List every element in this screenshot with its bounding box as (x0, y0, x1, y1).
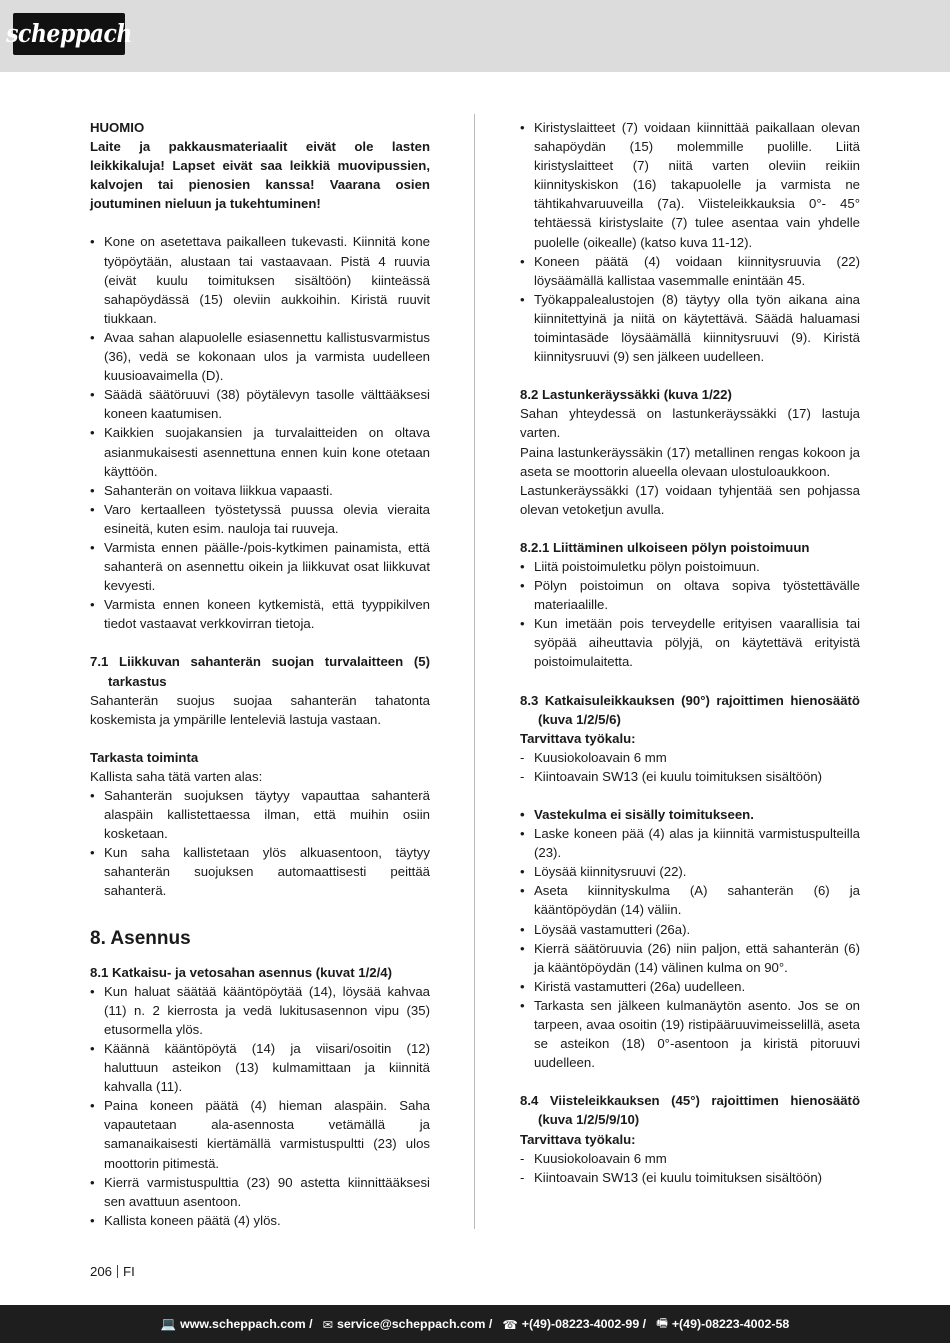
list-item: • Varmista ennen koneen kytkemistä, että tyyppikilven tiedot vastaavat verkkovirran tietoja. (90, 595, 430, 633)
list-item: • Vastekulma ei sisälly toimitukseen. (520, 805, 860, 824)
list-item: • Kun saha kallistetaan ylös alkuasentoon, täytyy sahanterän suojuksen automaattisesti peittää sahanterä. (90, 843, 430, 900)
section-8-2-text: Lastunkeräyssäkki (17) voidaan tyhjentää sen pohjassa olevan vetoketjun avulla. (520, 482, 860, 517)
left-column (90, 118, 430, 1230)
list-item: • Avaa sahan alapuolelle esiasennettu kallistusvarmistus (36), vedä se kokonaan ulos ja varmista uudelleen kuusioavaimella (D). (90, 328, 430, 385)
list-item: • Kiristä vastamutteri (26a) uudelleen. (520, 977, 860, 996)
list-item: • Pölyn poistoimun on oltava sopiva työstettävälle materiaalille. (520, 576, 860, 614)
list-item: • Paina koneen päätä (4) hieman alaspäin. Saha vapautetaan ala-asennosta vetämällä ja samanaikaisesti kiertämällä varmistuspultti (23) ulos moottorin pitimestä. (90, 1096, 430, 1172)
section-8-2-1-title: 8.2.1 Liittäminen ulkoiseen pölyn poistoimuun (520, 539, 810, 555)
right-column (520, 118, 860, 1187)
section-8-title: 8. Asennus (90, 927, 191, 949)
list-item: • Sahanterän suojuksen täytyy vapauttaa sahanterä alaspäin kallistettaessa ilman, että muihin osiin kosketaan. (90, 786, 430, 843)
column-divider (474, 114, 475, 1229)
phone-icon: ☎ (502, 1317, 518, 1332)
logo-text: scheppach (6, 19, 132, 49)
list-item: • Työkappalealustojen (8) täytyy olla työn aikana aina kiinnitettyinä ja niitä on käytettävä. Säädä haluamasi toimintasäde löysäämällä kiinnitysruuvi (9). Kiristä kiinnitysruuvi (9) sen jälkeen uudelleen. (520, 290, 860, 366)
list-item: • Kierrä varmistuspulttia (23) 90 astetta kiinnittääksesi sen avattuun asentoon. (90, 1173, 430, 1211)
header-band (0, 0, 950, 72)
mail-icon: ✉ (322, 1317, 333, 1332)
list-item: • Säädä säätöruuvi (38) pöytälevyn tasolle välttääksesi koneen kaatumisen. (90, 385, 430, 423)
list-item: • Kiristyslaitteet (7) voidaan kiinnittää paikallaan olevan sahapöydän (15) molemmille puolille. Liitä kiristyslaitteet (7) niitä varten oleviin reikiin kiinnityskiskon (16) takapuolelle ja varmista ne tähtikahvaruuveilla (7a). Viisteleikkauksia 0°- 45° tehtäessä kiristyslaite (7) tulee asentaa vain yhdelle puolelle (oikealle) (katso kuva 11-12). (520, 118, 860, 252)
list-item: • Aseta kiinnityskulma (A) sahanterän (6) ja kääntöpöydän (14) väliin. (520, 881, 860, 919)
fax-icon: 🖷 (656, 1315, 668, 1330)
footer-fax: +(49)-08223-4002-58 (671, 1317, 790, 1331)
check-list (90, 786, 430, 901)
page-number-value: 206 (90, 1264, 113, 1279)
section-8-2-1-list (520, 557, 860, 672)
section-8-4-title: 8.4 Viisteleikkauksen (45°) rajoittimen hienosäätö (kuva 1/2/5/9/10) (520, 1093, 860, 1128)
section-8-3-list (520, 824, 860, 1072)
list-item: • Kun imetään pois terveydelle erityisen vaarallisia tai syöpää aiheuttavia pölyjä, on käytettävä erityistä poistoimulaitetta. (520, 614, 860, 671)
list-item: - Kuusiokoloavain 6 mm (520, 1149, 860, 1168)
section-7-1-text: Sahanterän suojus suojaa sahanterän tahatonta koskemista ja ympärille lenteleviä lastuja vastaan. (90, 692, 430, 727)
list-item: - Kiintoavain SW13 (ei kuulu toimituksen sisältöön) (520, 767, 860, 786)
footer-website[interactable]: www.scheppach.com / (180, 1317, 313, 1331)
list-item: - Kiintoavain SW13 (ei kuulu toimituksen sisältöön) (520, 1168, 860, 1187)
list-item: • Kun haluat säätää kääntöpöytää (14), löysää kahvaa (11) n. 2 kierrosta ja vedä lukitusasennon vipu (35) etusormella ylös. (90, 982, 430, 1039)
list-item: • Kallista koneen päätä (4) ylös. (90, 1211, 430, 1230)
list-item: • Liitä poistoimuletku pölyn poistoimuun. (520, 557, 860, 576)
section-8-2-text: Paina lastunkeräyssäkin (17) metallinen rengas kokoon ja aseta se moottorin alueella olevaan ulostuloaukkoon. (520, 444, 860, 479)
setup-list (90, 232, 430, 633)
list-item: • Varo kertaalleen työstetyssä puussa olevia vieraita esineitä, kuten esim. nauloja tai ruuveja. (90, 500, 430, 538)
footer-email[interactable]: service@scheppach.com / (336, 1317, 493, 1331)
list-item: • Kierrä säätöruuvia (26) niin paljon, että sahanterän (6) ja kääntöpöydän (14) välinen kulma on 90°. (520, 939, 860, 977)
note-text: Laite ja pakkausmateriaalit eivät ole lasten leikkikaluja! Lapset eivät saa leikkiä muovipussien, kalvojen tai pienosien kanssa! Vaarana osien joutuminen nieluun ja tukehtuminen! (90, 139, 430, 212)
page-language: FI (123, 1264, 135, 1279)
check-title: Tarkasta toiminta (90, 749, 199, 765)
section-8-3-title: 8.3 Katkaisuleikkauksen (90°) rajoittimen hienosäätö (kuva 1/2/5/6) (520, 692, 860, 727)
section-8-2-text: Sahan yhteydessä on lastunkeräyssäkki (17) lastuja varten. (520, 406, 860, 441)
list-item: • Sahanterän on voitava liikkua vapaasti. (90, 481, 430, 500)
list-item: • Tarkasta sen jälkeen kulmanäytön asento. Jos se on tarpeen, avaa osoitin (19) ristipääruuvimeisselillä, aseta se asteikon (18) 0°-asentoon ja kiristä pitoruuvi uudelleen. (520, 996, 860, 1072)
tools-title: Tarvittava työkalu: (520, 730, 636, 746)
page-number (90, 1264, 135, 1279)
list-item: • Koneen päätä (4) voidaan kiinnitysruuvia (22) löysäämällä kallistaa vasemmalle enintään 45. (520, 252, 860, 290)
note-title: HUOMIO (90, 120, 145, 135)
section-8-2-title: 8.2 Lastunkeräyssäkki (kuva 1/22) (520, 387, 732, 403)
list-item: - Kuusiokoloavain 6 mm (520, 748, 860, 767)
section-8-3-tools (520, 748, 860, 786)
section-8-4-tools (520, 1149, 860, 1187)
footer-band (0, 1305, 950, 1343)
check-intro: Kallista saha tätä varten alas: (90, 768, 263, 784)
list-item: • Käännä kääntöpöytä (14) ja viisari/osoitin (12) haluttuun asteikon (13) kulmamittaan ja kiinnitä kahvalla (11). (90, 1039, 430, 1096)
list-item: • Löysää vastamutteri (26a). (520, 920, 860, 939)
list-item: • Varmista ennen päälle-/pois-kytkimen painamista, että sahanterä on asennettu oikein ja liikkuvat osat liikkuvat kevyesti. (90, 538, 430, 595)
section-7-1-title: 7.1 Liikkuvan sahanterän suojan turvalaitteen (5) tarkastus (90, 654, 430, 689)
section-8-3-note (520, 805, 860, 824)
scheppach-logo (6, 13, 132, 55)
list-item: • Laske koneen pää (4) alas ja kiinnitä varmistuspulteilla (23). (520, 824, 860, 862)
section-8-1-list (90, 982, 430, 1230)
computer-icon: 💻 (160, 1316, 177, 1331)
list-item: • Löysää kiinnitysruuvi (22). (520, 862, 860, 881)
tools-title: Tarvittava työkalu: (520, 1131, 636, 1147)
list-item: • Kaikkien suojakansien ja turvalaitteiden on oltava asianmukaisesti asennettuna ennen kuin kone otetaan käyttöön. (90, 423, 430, 480)
section-8-1-title: 8.1 Katkaisu- ja vetosahan asennus (kuvat 1/2/4) (90, 964, 392, 980)
list-item: • Kone on asetettava paikalleen tukevasti. Kiinnitä kone työpöytään, alustaan tai vastaavaan. Pistä 4 ruuvia (eivät kuulu toimituksen sisältöön) kiinteässä sahapöydässä (15) oleviin aukkoihin. Kiristä ruuvit tiukkaan. (90, 232, 430, 327)
clamp-list (520, 118, 860, 366)
footer-phone: +(49)-08223-4002-99 / (521, 1317, 647, 1331)
